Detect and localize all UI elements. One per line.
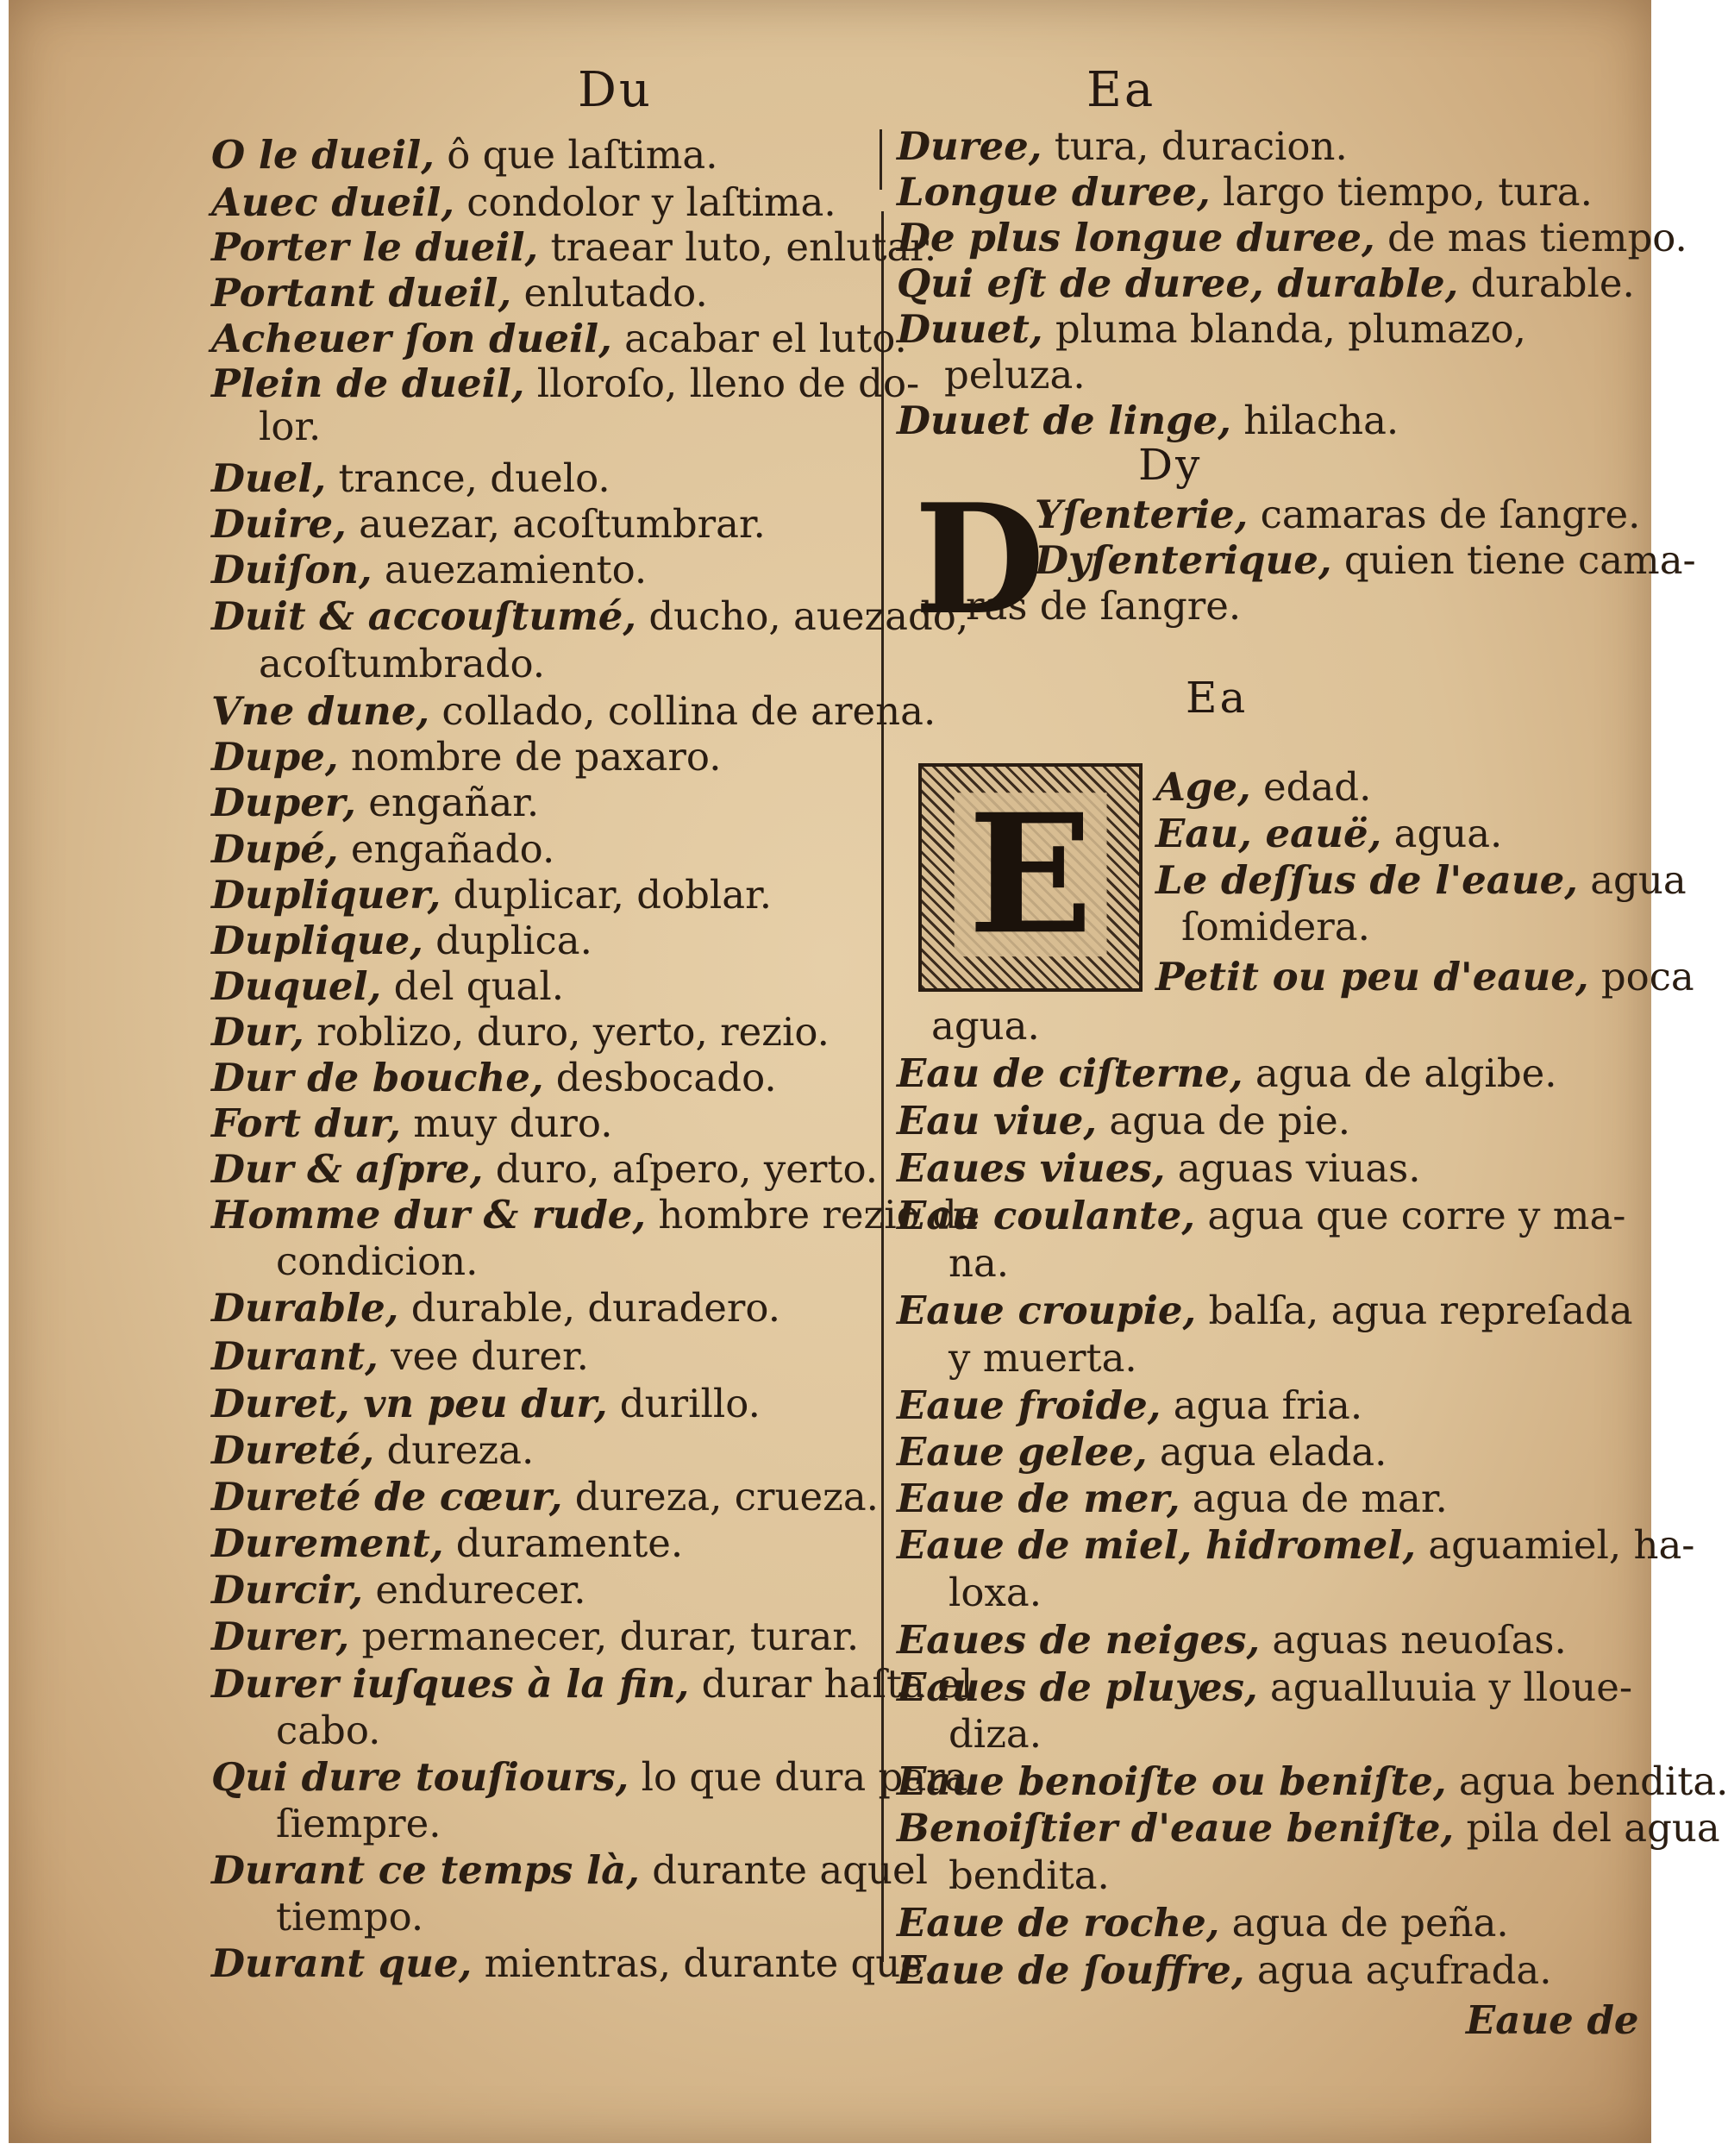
entry: Durant ce temps là, durante aquel	[211, 1847, 928, 1893]
entry: Portant dueil, enlutado.	[211, 270, 708, 316]
column-rule-top	[880, 129, 882, 190]
entry: Eaues de neiges, aguas neuoſas.	[897, 1617, 1567, 1663]
entry: Eaue croupie, balſa, agua repreſada	[897, 1288, 1633, 1333]
catchword: Eaue de	[1466, 1997, 1639, 2043]
entry-continuation: condicion.	[276, 1238, 479, 1284]
initial-letter-d: D	[914, 472, 1045, 649]
entry: Longue duree, largo tiempo, tura.	[897, 169, 1593, 215]
right-column-header: Ea	[1086, 62, 1156, 118]
entry-continuation: ras de ſangre.	[966, 583, 1242, 629]
entry-continuation: diza.	[949, 1711, 1042, 1757]
entry: Dur & aſpre, duro, aſpero, yerto.	[211, 1146, 879, 1192]
entry-continuation: bendita.	[949, 1852, 1110, 1898]
entry-continuation: ſiempre.	[276, 1801, 441, 1846]
entry: Vne dune, collado, collina de arena.	[211, 688, 936, 734]
entry: Benoiſtier d'eaue beniſte, pila del agua	[897, 1805, 1720, 1851]
entry: Fort dur, muy duro.	[211, 1100, 613, 1146]
entry: Eau, eauë, agua.	[1155, 811, 1503, 856]
entry: Eau de ciſterne, agua de algibe.	[897, 1050, 1557, 1096]
entry: Eaues viues, aguas viuas.	[897, 1145, 1421, 1191]
entry: Auec dueil, condolor y laſtima.	[211, 179, 836, 225]
entry-continuation: na.	[949, 1240, 1010, 1286]
entry: Durcir, endurecer.	[211, 1567, 586, 1613]
entry: Dyſenterique, quien tiene cama-	[1035, 537, 1696, 583]
entry: Durement, duramente.	[211, 1520, 684, 1566]
left-column-header: Du	[578, 62, 653, 118]
entry-continuation: peluza.	[944, 352, 1086, 398]
entry: Dupé, engañado.	[211, 826, 555, 872]
entry: Eau coulante, agua que corre y ma-	[897, 1193, 1626, 1238]
entry: Porter le dueil, traear luto, enlutar.	[211, 224, 937, 270]
entry: Durer iuſques à la fin, durar haſta el	[211, 1661, 974, 1707]
entry: Qui dure touſiours, lo que dura para	[211, 1754, 968, 1800]
entry: Le deſſus de l'eaue, agua	[1155, 857, 1687, 903]
entry: Eaues de pluyes, agualluuia y lloue-	[897, 1664, 1633, 1710]
entry-continuation: acoſtumbrado.	[259, 641, 546, 686]
entry: Durant que, mientras, durante que.	[211, 1940, 936, 1986]
entry: Dureté, dureza.	[211, 1427, 535, 1473]
entry: Petit ou peu d'eaue, poca	[1155, 954, 1694, 1000]
entry: Duret, vn peu dur, durillo.	[211, 1381, 761, 1426]
entry: Dupe, nombre de paxaro.	[211, 734, 722, 780]
entry: Eaue de miel, hidromel, aguamiel, ha-	[897, 1522, 1695, 1568]
entry: Durer, permanecer, durar, turar.	[211, 1614, 860, 1659]
entry: Dupliquer, duplicar, doblar.	[211, 872, 772, 918]
entry: Plein de dueil, lloroſo, lleno de do-	[211, 360, 920, 406]
book-page	[9, 0, 1728, 2143]
entry-continuation: tiempo.	[276, 1894, 424, 1940]
entry: Duper, engañar.	[211, 780, 540, 825]
entry: O le dueil, ô que laſtima.	[211, 132, 718, 178]
entry: De plus longue duree, de mas tiempo.	[897, 215, 1687, 260]
entry: Eau viue, agua de pie.	[897, 1098, 1351, 1144]
entry: Durable, durable, duradero.	[211, 1285, 781, 1331]
entry: Acheuer ſon dueil, acabar el luto.	[211, 316, 907, 361]
entry-continuation: y muerta.	[949, 1335, 1137, 1381]
section-header-dy: Dy	[1138, 440, 1203, 490]
entry: Age, edad.	[1155, 764, 1372, 810]
entry: Duit & accouſtumé, ducho, auezado,	[211, 593, 969, 639]
entry: Duplique, duplica.	[211, 918, 592, 963]
entry: Dureté de cœur, dureza, crueza.	[211, 1474, 879, 1520]
entry: Yſenterie, camaras de ſangre.	[1035, 492, 1641, 537]
entry: Durant, vee durer.	[211, 1333, 589, 1379]
entry: Homme dur & rude, hombre rezio de	[211, 1192, 980, 1238]
entry: Eaue benoiſte ou beniſte, agua bendita.	[897, 1758, 1728, 1804]
entry: Duree, tura, duracion.	[897, 123, 1348, 169]
entry-continuation: lor.	[259, 404, 322, 449]
entry-continuation: loxa.	[949, 1570, 1042, 1615]
entry: Duiſon, auezamiento.	[211, 547, 648, 592]
entry: Duire, auezar, acoſtumbrar.	[211, 501, 766, 547]
entry-continuation: ſomidera.	[1181, 904, 1370, 950]
ornamental-initial-e: E	[918, 763, 1143, 992]
entry: Eaue de ſouffre, agua açufrada.	[897, 1947, 1552, 1993]
entry: Qui eſt de duree, durable, durable.	[897, 260, 1635, 306]
entry: Eaue de roche, agua de peña.	[897, 1900, 1509, 1946]
entry: Eaue gelee, agua elada.	[897, 1429, 1387, 1475]
section-header-ea: Ea	[1186, 673, 1249, 723]
entry-continuation: cabo.	[276, 1708, 381, 1753]
entry: Duuet, pluma blanda, plumazo,	[897, 306, 1526, 352]
entry: Duuet de linge, hilacha.	[897, 398, 1399, 443]
entry: Eaue froide, agua fria.	[897, 1382, 1363, 1428]
entry: Dur, roblizo, duro, yerto, rezio.	[211, 1009, 830, 1055]
entry: Eaue de mer, agua de mar.	[897, 1476, 1448, 1521]
entry: Duel, trance, duelo.	[211, 455, 610, 501]
entry: Dur de bouche, desbocado.	[211, 1055, 777, 1100]
entry-continuation: agua.	[931, 1003, 1040, 1049]
entry: Duquel, del qual.	[211, 963, 565, 1009]
